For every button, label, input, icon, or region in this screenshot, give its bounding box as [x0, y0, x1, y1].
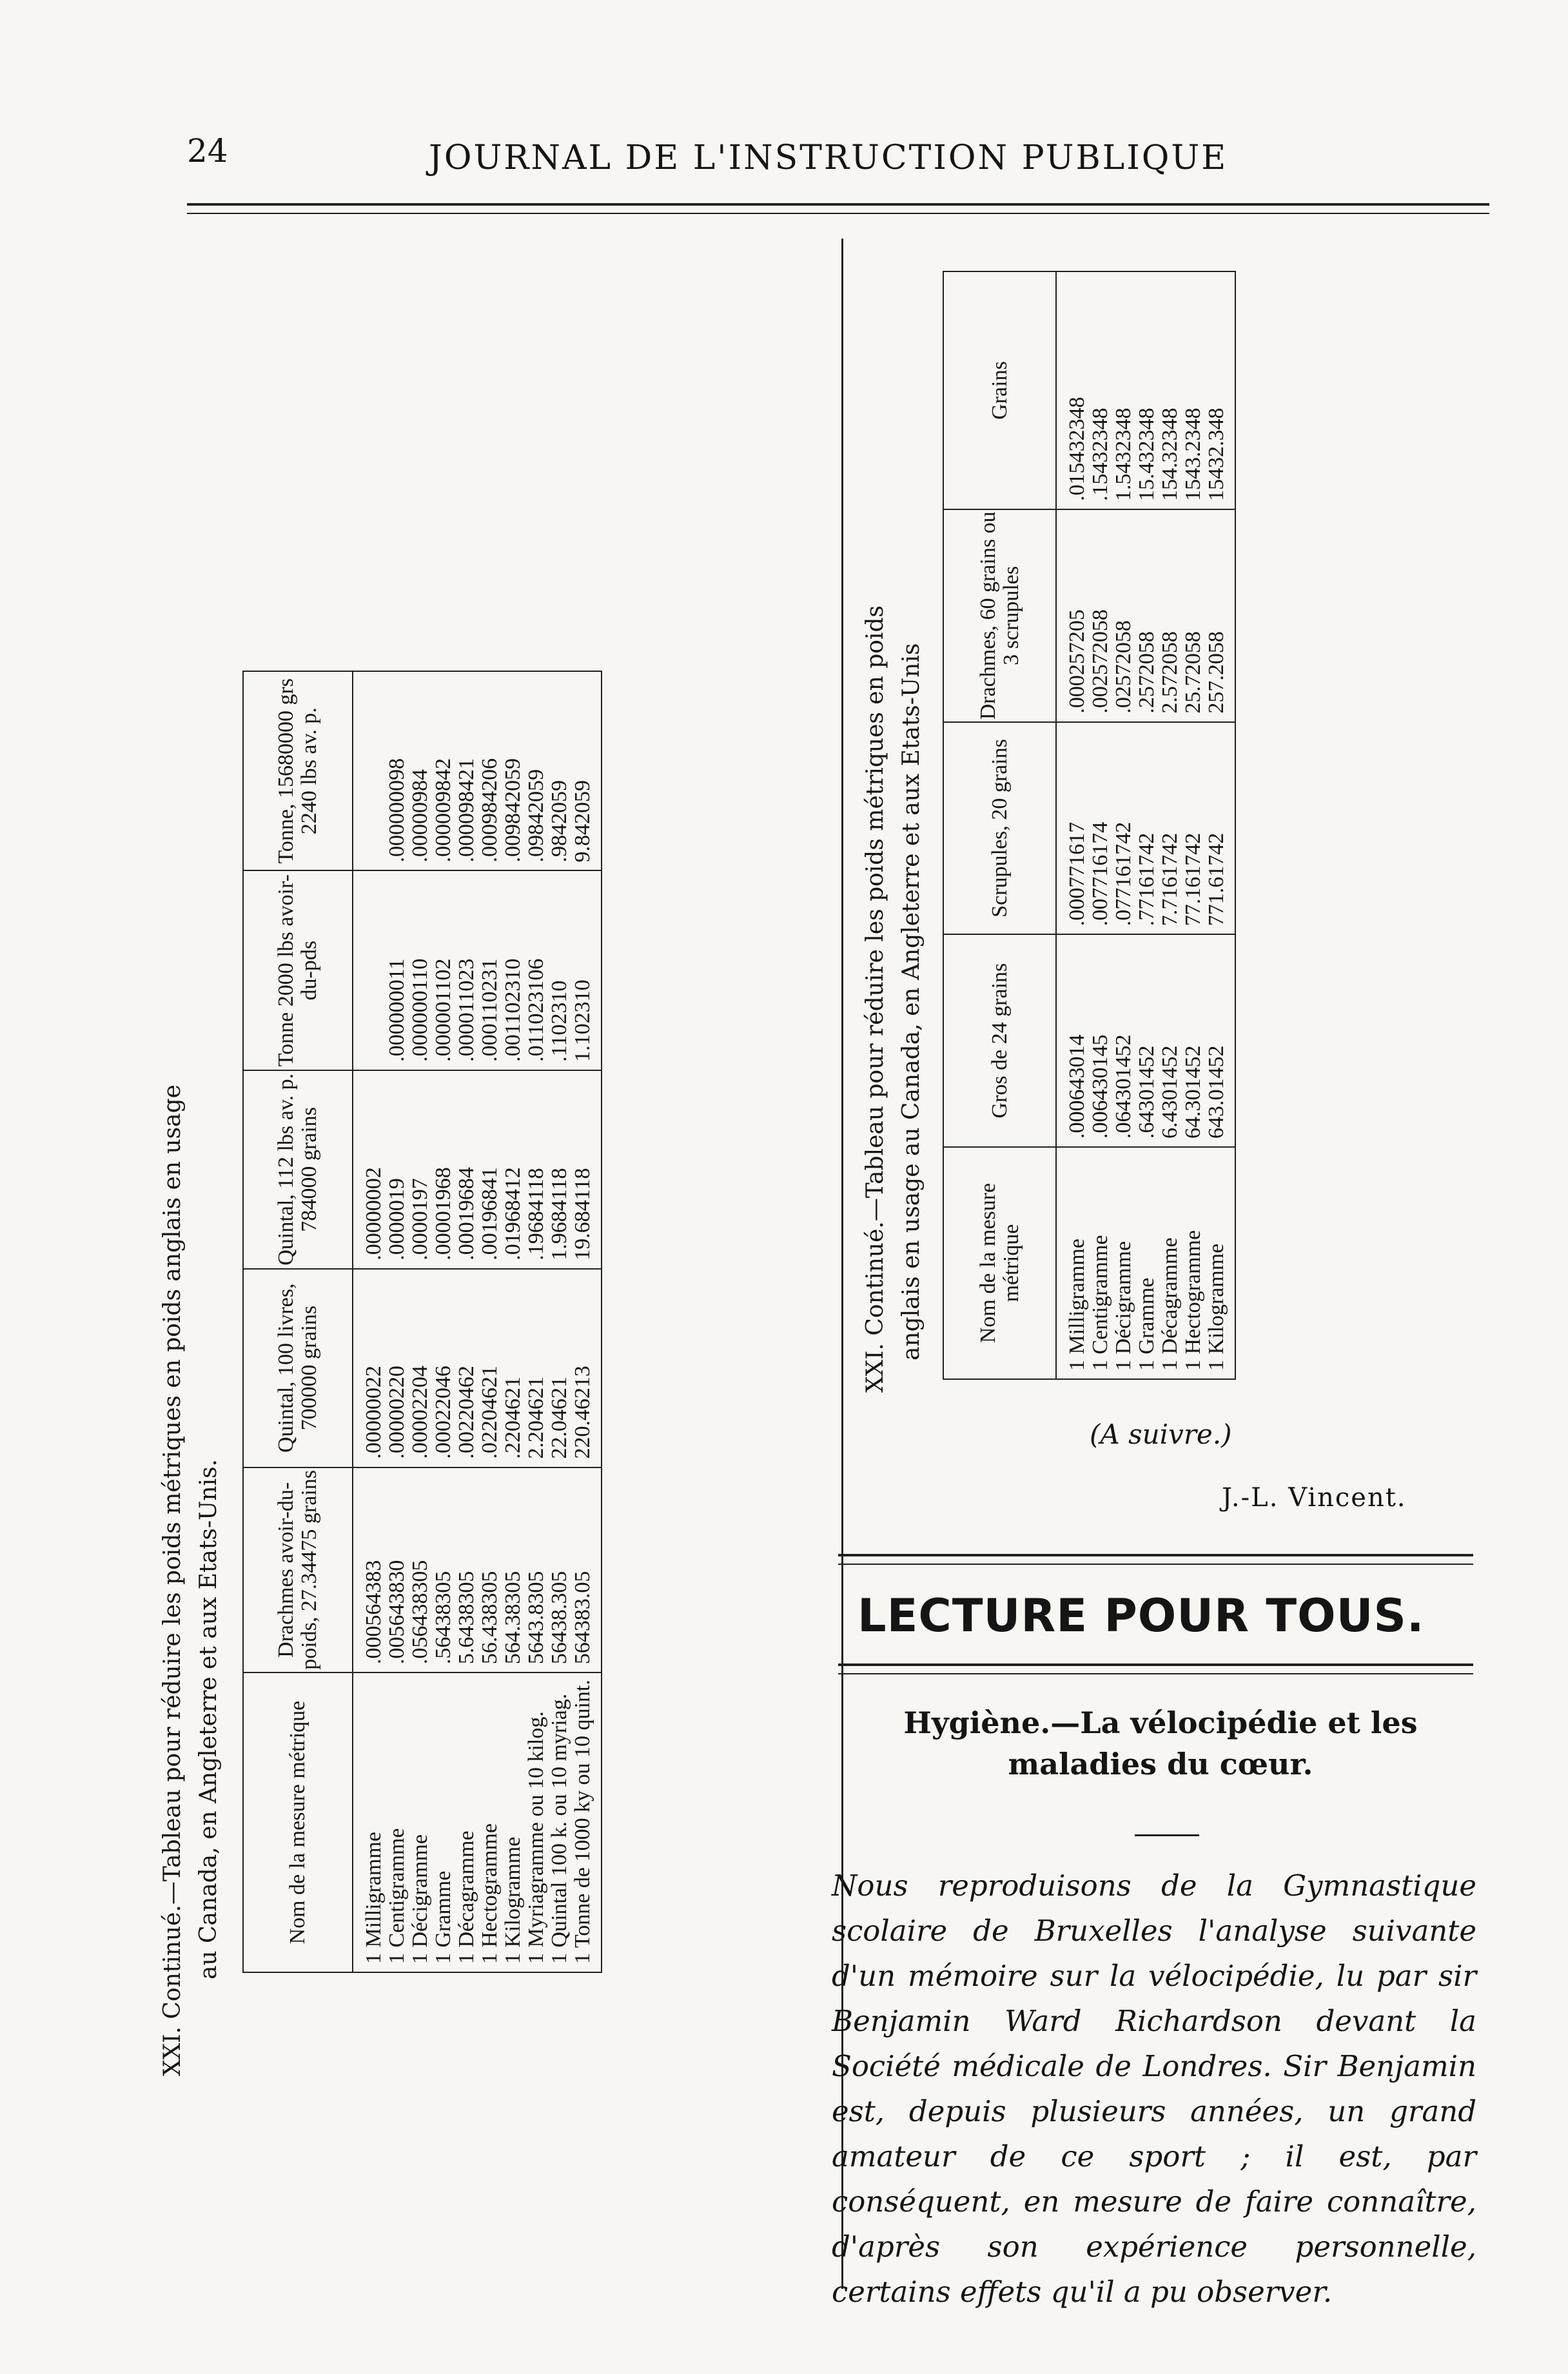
right-cell: 77.161742: [1181, 832, 1205, 927]
left-cell: 564.38305: [501, 1571, 525, 1665]
left-cell: 1.102310: [571, 979, 594, 1062]
page-number: 24: [187, 132, 228, 170]
right-data-row: [1056, 271, 1235, 1379]
left-cell: .000001102: [431, 958, 455, 1062]
left-cell: 220.46213: [571, 1366, 594, 1459]
right-cell: .077161742: [1112, 821, 1135, 927]
left-cell: .00000022: [362, 1366, 386, 1459]
left-cell: .000984206: [478, 758, 502, 863]
right-col-3: [1056, 509, 1235, 722]
right-col-0: [1056, 1147, 1235, 1379]
right-col-1: [1056, 934, 1235, 1147]
right-header-col-1: Gros de 24 grains: [943, 934, 1056, 1147]
header-rule-top: [187, 203, 1489, 206]
section-rule-top-1: [838, 1554, 1473, 1556]
right-cell: 1543.2348: [1181, 407, 1205, 502]
left-table-block: [155, 632, 838, 2083]
right-cell: 64.301452: [1181, 1045, 1205, 1139]
right-cell: .000771617: [1065, 821, 1089, 927]
left-cell: .056438305: [408, 1560, 432, 1665]
article-separator: [1135, 1834, 1199, 1836]
left-cell: .2204621: [501, 1377, 525, 1459]
right-cell: 257.2058: [1204, 631, 1228, 714]
left-cell: 1 Milligramme: [362, 1832, 386, 1964]
right-header-col-3: Drachmes, 60 grains ou 3 scrupules: [943, 509, 1056, 722]
right-table-body: [1056, 271, 1235, 1379]
right-cell: 15432.348: [1204, 407, 1228, 502]
article-body: Nous reproduisons de la Gymnastique scolaire de Bruxelles l'analyse suivante d'un mémoire sur la vélocipédie, lu par sir Benjamin Ward Richardson devant la Société médicale de Londres. Sir Benjamin est, depuis plusieurs années, un grand amateur de ce sport ; il est, par conséquent, en mesure de faire connaître, d'après son expérience personnelle, certains effets qu'il a pu observer.: [832, 1869, 1476, 2309]
right-cell: .2572058: [1135, 631, 1159, 714]
left-cell: .000000011: [385, 958, 409, 1062]
left-cell: 1.9684118: [547, 1168, 571, 1261]
right-header-col-2: Scrupules, 20 grains: [943, 722, 1056, 935]
article-heading: Hygiène.—La vélocipédie et les maladies du cœur.: [903, 1705, 1418, 1781]
right-cell: 25.72058: [1181, 631, 1205, 714]
right-cell: 154.32348: [1158, 407, 1182, 502]
right-cell: .02572058: [1112, 620, 1135, 714]
left-table-header-row: [243, 671, 353, 1972]
left-cell: .011023106: [524, 958, 548, 1062]
right-cell: 1.5432348: [1112, 407, 1135, 502]
right-cell: .006430145: [1088, 1034, 1112, 1139]
left-cell: 1 Kilogramme: [501, 1836, 525, 1964]
signature: J.-L. Vincent.: [1222, 1483, 1407, 1513]
journal-title: JOURNAL DE L'INSTRUCTION PUBLIQUE: [429, 139, 1228, 177]
left-cell: .009842059: [501, 758, 525, 863]
left-header-col-5: Tonne, 15680000 grs 2240 lbs av. p.: [243, 671, 353, 870]
left-col-3: [353, 1070, 602, 1269]
left-cell: .000098421: [455, 758, 478, 863]
right-cell: 1 Décigramme: [1112, 1241, 1135, 1371]
right-header-col-4: Grains: [943, 271, 1056, 509]
right-cell: .64301452: [1135, 1045, 1159, 1139]
left-cell: .19684118: [524, 1168, 548, 1261]
right-header-col-0: Nom de la mesure métrique: [943, 1147, 1056, 1379]
right-col-2: [1056, 722, 1235, 935]
right-cell: .000257205: [1065, 609, 1089, 714]
right-cell: 1 Milligramme: [1065, 1239, 1089, 1371]
right-cell: .15432348: [1088, 407, 1112, 502]
left-col-4: [353, 870, 602, 1070]
a-suivre: (A suivre.): [1090, 1418, 1232, 1450]
left-cell: 1 Gramme: [431, 1870, 455, 1964]
left-cell: .000110231: [478, 958, 502, 1062]
left-cell: 564383.05: [571, 1571, 594, 1665]
left-cell: .000000098: [385, 758, 409, 863]
left-cell: [362, 878, 386, 1061]
left-cell: .00220462: [455, 1366, 478, 1459]
left-table: [242, 671, 602, 1973]
left-cell: .0000019: [385, 1178, 409, 1261]
left-col-1: [353, 1467, 602, 1673]
left-header-col-2: Quintal, 100 livres, 700000 grains: [243, 1269, 353, 1467]
left-cell: .00000002: [362, 1167, 386, 1261]
right-col-4: [1056, 271, 1235, 509]
left-cell: 1 Hectogramme: [478, 1823, 502, 1964]
left-cell: .09842059: [524, 769, 548, 863]
right-cell: 643.01452: [1204, 1045, 1228, 1139]
right-cell: 1 Décagramme: [1158, 1237, 1182, 1371]
left-cell: .005643830: [385, 1560, 409, 1665]
left-cell: .00002204: [408, 1366, 432, 1459]
left-table-caption-line1: XXI. Continué.—Tableau pour réduire les poids métriques en poids anglais en usage: [159, 1084, 186, 2076]
left-cell: 1 Décagramme: [455, 1830, 478, 1964]
left-cell: 5643.8305: [524, 1571, 548, 1665]
section-rule-top-2: [838, 1564, 1473, 1565]
right-cell: .007716174: [1088, 821, 1112, 927]
left-cell: .000009842: [431, 758, 455, 863]
left-col-5: [353, 671, 602, 870]
left-cell: 9.842059: [571, 780, 594, 863]
left-cell: .1102310: [547, 980, 571, 1062]
right-table-header-row: [943, 271, 1056, 1379]
left-cell: .00022046: [431, 1366, 455, 1459]
right-cell: 15.432348: [1135, 407, 1159, 502]
left-cell: .9842059: [547, 780, 571, 863]
left-cell: .00196841: [478, 1167, 502, 1261]
right-cell: .002572058: [1088, 609, 1112, 714]
section-title: LECTURE POUR TOUS.: [858, 1589, 1425, 1642]
left-cell: 1 Quintal 100 k. ou 10 myriag.: [547, 1693, 571, 1964]
left-cell: .01968412: [501, 1167, 525, 1261]
left-cell: 56438.305: [547, 1571, 571, 1665]
left-cell: 1 Centigramme: [385, 1828, 409, 1964]
right-table-caption-line1: XXI. Continué.—Tableau pour réduire les poids métriques en poids: [862, 605, 888, 1393]
left-table-body: [353, 671, 602, 1972]
left-cell: .56438305: [431, 1571, 455, 1665]
left-cell: 1 Tonne de 1000 ky ou 10 quint.: [571, 1680, 594, 1964]
right-cell: 771.61742: [1204, 832, 1228, 927]
left-cell: 19.684118: [571, 1168, 594, 1261]
left-header-col-4: Tonne 2000 lbs avoir-du-pds: [243, 870, 353, 1070]
left-cell: [362, 678, 386, 862]
right-cell: 1 Kilogramme: [1204, 1243, 1228, 1371]
left-cell: .000564383: [362, 1560, 386, 1665]
left-cell: .00000984: [408, 769, 432, 863]
left-cell: .001102310: [501, 958, 525, 1062]
left-cell: 2.204621: [524, 1377, 548, 1459]
left-cell: 22.04621: [547, 1377, 571, 1459]
left-col-0: [353, 1673, 602, 1972]
header-rule-bottom: [187, 213, 1489, 214]
right-cell: 2.572058: [1158, 631, 1182, 714]
left-cell: .00019684: [455, 1167, 478, 1261]
right-cell: 1 Centigramme: [1088, 1235, 1112, 1371]
right-cell: .064301452: [1112, 1034, 1135, 1139]
section-rule-bottom-2: [838, 1673, 1473, 1674]
left-cell: .02204621: [478, 1366, 502, 1459]
left-col-2: [353, 1269, 602, 1467]
right-table-caption-line2: anglais en usage au Canada, en Angleterre et aux Etats-Unis: [898, 643, 925, 1360]
right-cell: 7.7161742: [1158, 832, 1182, 927]
right-cell: .000643014: [1065, 1034, 1089, 1139]
left-header-col-0: Nom de la mesure métrique: [243, 1673, 353, 1972]
right-table-block: [858, 264, 1464, 1393]
left-data-row: [353, 671, 602, 1972]
left-cell: .0000197: [408, 1178, 432, 1261]
left-cell: .00000220: [385, 1366, 409, 1459]
right-cell: 1 Gramme: [1135, 1277, 1159, 1371]
right-cell: 1 Hectogramme: [1181, 1230, 1205, 1371]
left-cell: 1 Myriagramme ou 10 kilog.: [524, 1711, 548, 1964]
left-cell: .000011023: [455, 958, 478, 1062]
left-table-caption-line2: au Canada, en Angleterre et aux Etats-Unis.: [195, 1459, 222, 1979]
left-cell: 56.438305: [478, 1571, 502, 1665]
right-cell: 6.4301452: [1158, 1045, 1182, 1139]
left-cell: 5.6438305: [455, 1571, 478, 1665]
right-cell: .77161742: [1135, 832, 1159, 927]
left-cell: .00001968: [431, 1167, 455, 1261]
right-table: [943, 271, 1236, 1380]
section-rule-bottom-1: [838, 1663, 1473, 1666]
left-header-col-1: Drachmes avoir-du-poids, 27.34475 grains: [243, 1467, 353, 1673]
left-cell: 1 Décigramme: [408, 1834, 432, 1964]
right-cell: .015432348: [1065, 397, 1089, 502]
left-cell: .000000110: [408, 958, 432, 1062]
left-header-col-3: Quintal, 112 lbs av. p. 784000 grains: [243, 1070, 353, 1269]
